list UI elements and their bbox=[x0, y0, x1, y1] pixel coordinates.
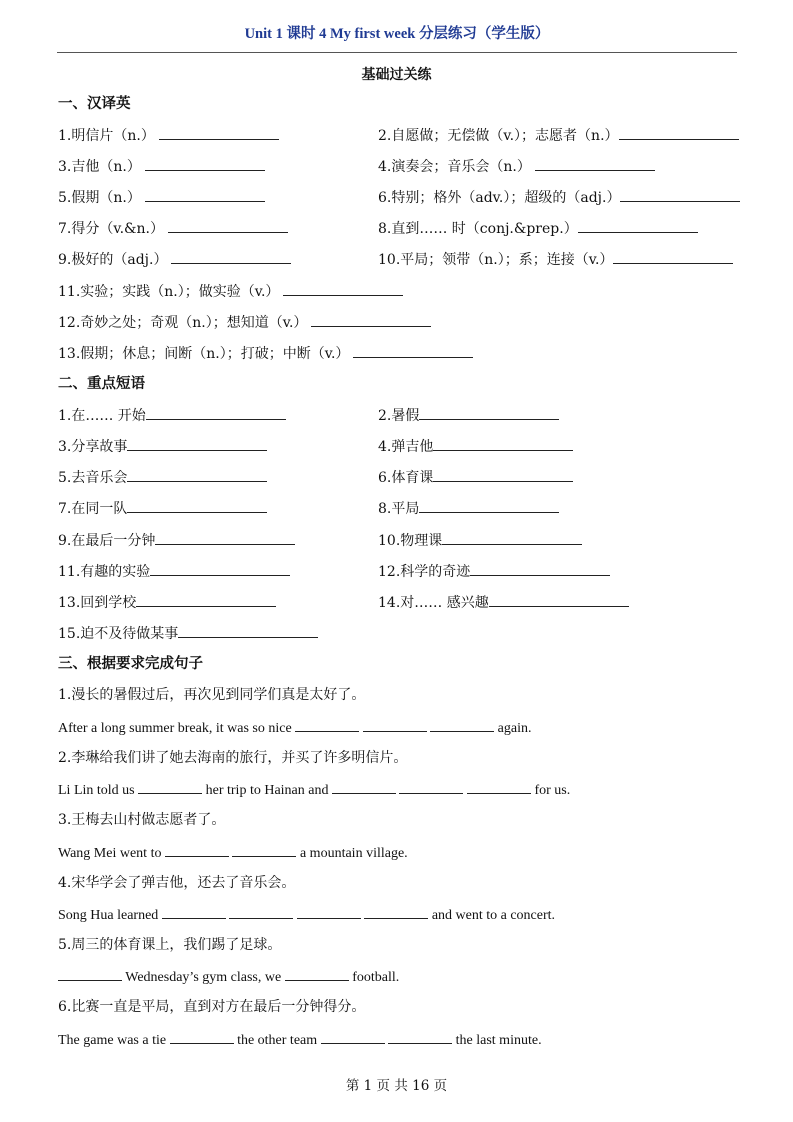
sentence-1-chinese: 1.漫长的暑假过后，再次见到同学们真是太好了。 bbox=[58, 687, 366, 703]
answer-blank[interactable] bbox=[178, 624, 318, 638]
question-1-4: 4.演奏会；音乐会（n.） bbox=[378, 157, 655, 176]
answer-blank[interactable] bbox=[363, 718, 427, 732]
answer-blank[interactable] bbox=[165, 843, 229, 857]
phrase-11: 11.有趣的实验 bbox=[58, 562, 290, 581]
answer-blank[interactable] bbox=[467, 780, 531, 794]
answer-blank[interactable] bbox=[311, 313, 431, 327]
question-1-11: 11.实验；实践（n.）；做实验（v.） bbox=[58, 282, 403, 301]
answer-blank[interactable] bbox=[321, 1030, 385, 1044]
question-1-5: 5.假期（n.） bbox=[58, 188, 265, 207]
answer-blank[interactable] bbox=[433, 468, 573, 482]
answer-blank[interactable] bbox=[578, 219, 698, 233]
sentence-5-chinese: 5.周三的体育课上，我们踢了足球。 bbox=[58, 937, 282, 953]
answer-blank[interactable] bbox=[297, 905, 361, 919]
question-1-2: 2.自愿做；无偿做（v.）；志愿者（n.） bbox=[378, 126, 739, 145]
sentence-2-chinese: 2.李琳给我们讲了她去海南的旅行，并买了许多明信片。 bbox=[58, 750, 408, 766]
answer-blank[interactable] bbox=[170, 1030, 234, 1044]
answer-blank[interactable] bbox=[470, 562, 610, 576]
phrase-2: 2.暑假 bbox=[378, 406, 559, 425]
answer-blank[interactable] bbox=[171, 250, 291, 264]
phrase-7: 7.在同一队 bbox=[58, 499, 267, 518]
phrase-13: 13.回到学校 bbox=[58, 593, 276, 612]
answer-blank[interactable] bbox=[285, 967, 349, 981]
answer-blank[interactable] bbox=[419, 406, 559, 420]
answer-blank[interactable] bbox=[620, 188, 740, 202]
answer-blank[interactable] bbox=[433, 437, 573, 451]
sentence-4-english: Song Hua learned and went to a concert. bbox=[58, 905, 555, 925]
question-1-12: 12.奇妙之处；奇观（n.）；想知道（v.） bbox=[58, 313, 431, 332]
phrase-9: 9.在最后一分钟 bbox=[58, 531, 295, 550]
answer-blank[interactable] bbox=[150, 562, 290, 576]
question-1-6: 6.特别；格外（adv.）；超级的（adj.） bbox=[378, 188, 740, 207]
question-1-3: 3.吉他（n.） bbox=[58, 157, 265, 176]
page-header: Unit 1 课时 4 My first week 分层练习（学生版） bbox=[244, 26, 550, 42]
question-1-7: 7.得分（v.&n.） bbox=[58, 219, 288, 238]
sentence-1-english: After a long summer break, it was so nice again. bbox=[58, 718, 531, 738]
answer-blank[interactable] bbox=[613, 250, 733, 264]
phrase-4: 4.弹吉他 bbox=[378, 437, 573, 456]
question-1-8: 8.直到…… 时（conj.&prep.） bbox=[378, 219, 698, 238]
phrase-8: 8.平局 bbox=[378, 499, 559, 518]
phrase-6: 6.体育课 bbox=[378, 468, 573, 487]
answer-blank[interactable] bbox=[364, 905, 428, 919]
question-1-13: 13.假期；休息；间断（n.）；打破；中断（v.） bbox=[58, 344, 473, 363]
sentence-3-english: Wang Mei went to a mountain village. bbox=[58, 843, 408, 863]
answer-blank[interactable] bbox=[430, 718, 494, 732]
answer-blank[interactable] bbox=[145, 157, 265, 171]
section-heading-2: 二、重点短语 bbox=[58, 375, 145, 392]
question-1-1: 1.明信片（n.） bbox=[58, 126, 279, 145]
answer-blank[interactable] bbox=[419, 499, 559, 513]
answer-blank[interactable] bbox=[295, 718, 359, 732]
answer-blank[interactable] bbox=[442, 531, 582, 545]
phrase-14: 14.对…… 感兴趣 bbox=[378, 593, 629, 612]
answer-blank[interactable] bbox=[145, 188, 265, 202]
answer-blank[interactable] bbox=[159, 126, 279, 140]
phrase-12: 12.科学的奇迹 bbox=[378, 562, 610, 581]
answer-blank[interactable] bbox=[155, 531, 295, 545]
phrase-3: 3.分享故事 bbox=[58, 437, 267, 456]
phrase-5: 5.去音乐会 bbox=[58, 468, 267, 487]
phrase-15: 15.迫不及待做某事 bbox=[58, 624, 318, 643]
section-subtitle: 基础过关练 bbox=[361, 67, 432, 83]
answer-blank[interactable] bbox=[162, 905, 226, 919]
section-heading-1: 一、汉译英 bbox=[58, 95, 131, 112]
sentence-3-chinese: 3.王梅去山村做志愿者了。 bbox=[58, 812, 226, 828]
answer-blank[interactable] bbox=[619, 126, 739, 140]
answer-blank[interactable] bbox=[138, 780, 202, 794]
answer-blank[interactable] bbox=[388, 1030, 452, 1044]
answer-blank[interactable] bbox=[127, 437, 267, 451]
sentence-5-english: Wednesday’s gym class, we football. bbox=[58, 967, 399, 987]
section-heading-3: 三、根据要求完成句子 bbox=[58, 655, 203, 672]
answer-blank[interactable] bbox=[58, 967, 122, 981]
answer-blank[interactable] bbox=[136, 593, 276, 607]
answer-blank[interactable] bbox=[353, 344, 473, 358]
answer-blank[interactable] bbox=[232, 843, 296, 857]
sentence-4-chinese: 4.宋华学会了弹吉他，还去了音乐会。 bbox=[58, 875, 296, 891]
answer-blank[interactable] bbox=[489, 593, 629, 607]
header-divider bbox=[57, 52, 737, 53]
sentence-6-english: The game was a tie the other team the last minute. bbox=[58, 1030, 542, 1050]
sentence-6-chinese: 6.比赛一直是平局，直到对方在最后一分钟得分。 bbox=[58, 999, 366, 1015]
answer-blank[interactable] bbox=[168, 219, 288, 233]
answer-blank[interactable] bbox=[127, 499, 267, 513]
page-footer: 第 1 页 共 16 页 bbox=[345, 1078, 448, 1094]
question-1-10: 10.平局；领带（n.）；系；连接（v.） bbox=[378, 250, 733, 269]
answer-blank[interactable] bbox=[146, 406, 286, 420]
sentence-2-english: Li Lin told us her trip to Hainan and for us. bbox=[58, 780, 570, 800]
answer-blank[interactable] bbox=[332, 780, 396, 794]
answer-blank[interactable] bbox=[127, 468, 267, 482]
answer-blank[interactable] bbox=[229, 905, 293, 919]
answer-blank[interactable] bbox=[399, 780, 463, 794]
question-1-9: 9.极好的（adj.） bbox=[58, 250, 291, 269]
phrase-10: 10.物理课 bbox=[378, 531, 582, 550]
answer-blank[interactable] bbox=[535, 157, 655, 171]
phrase-1: 1.在…… 开始 bbox=[58, 406, 286, 425]
answer-blank[interactable] bbox=[283, 282, 403, 296]
